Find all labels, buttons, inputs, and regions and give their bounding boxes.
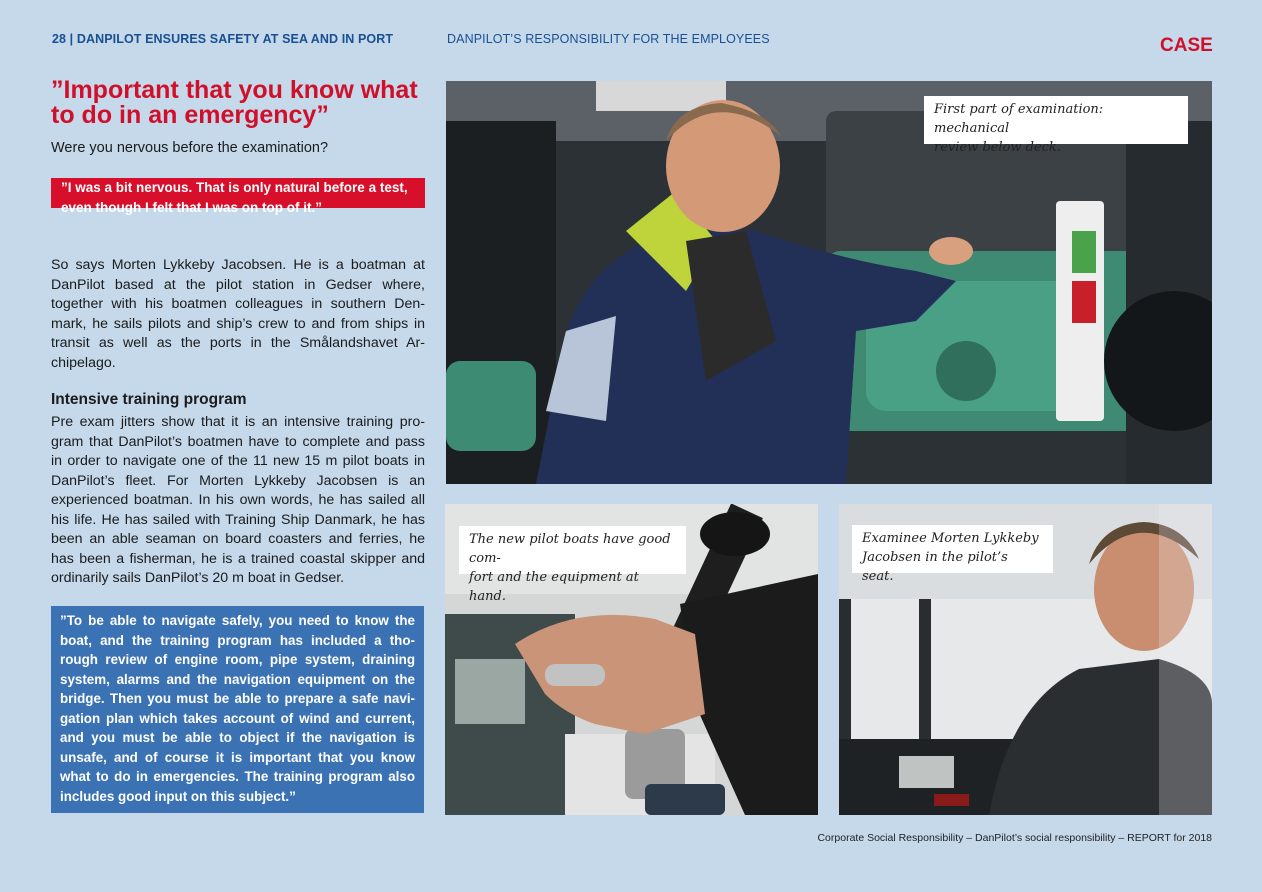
red-quote-box: ”I was a bit nervous. That is only natural before a test, even though I felt that I was on top of it.” xyxy=(51,178,425,208)
main-photo-caption: First part of examination: mechanical review below deck. xyxy=(924,96,1188,144)
paragraph-intro: So says Morten Lykkeby Jacobsen. He is a boatman at DanPilot based at the pilot station in Gedser where, together with his boatmen colleagues in southern Den-mark, he sails pilots and ship’s crew to and from ships in transit as well as the ports in the Smålandshavet Ar-chipelago. xyxy=(51,257,425,371)
throttle-photo-caption: The new pilot boats have good com- fort and the equipment at hand. xyxy=(459,526,686,574)
case-label: CASE xyxy=(1160,35,1213,56)
subheading: Intensive training program xyxy=(51,391,247,408)
pilot-seat-photo-caption: Examinee Morten Lykkeby Jacobsen in the pilot’s seat. xyxy=(852,525,1053,573)
paragraph-training: Pre exam jitters show that it is an intensive training pro-gram that DanPilot’s boatmen have to complete and pass in order to navigate one of the 11 new 15 m pilot boats in DanPilot’s fleet. For Morten Lykkeby Jacobsen is an experienced boatman. In his own words, he has sailed all his life. He has sailed with Training Ship Danmark, he has been an able seaman on board coasters and ferries, he has been a fisherman, he is a trained coastal skipper and ordinarily sails DanPilot’s 20 m boat in Gedser. xyxy=(51,414,425,586)
chapter-title: DANPILOT’S RESPONSIBILITY FOR THE EMPLOYEES xyxy=(447,32,770,46)
blue-quote-box: ”To be able to navigate safely, you need to know the boat, and the training program has included a tho-rough review of engine room, pipe system, draining system, alarms and the navigation equipment on the bridge. Then you must be able to prepare a safe navi-gation plan which takes account of wind and current, and you must be able to object if the navigation is unsafe, and of course it is important that you know what to do in emergencies. The training program also includes good input on this subject.” xyxy=(51,606,424,813)
article-headline: ”Important that you know what to do in an emergency” xyxy=(51,76,418,129)
page-number-section-title: 28 | DANPILOT ENSURES SAFETY AT SEA AND IN PORT xyxy=(52,32,394,46)
interview-question: Were you nervous before the examination? xyxy=(51,140,329,156)
report-footer: Corporate Social Responsibility – DanPilot’s social responsibility – REPORT for 2018 xyxy=(817,832,1212,844)
